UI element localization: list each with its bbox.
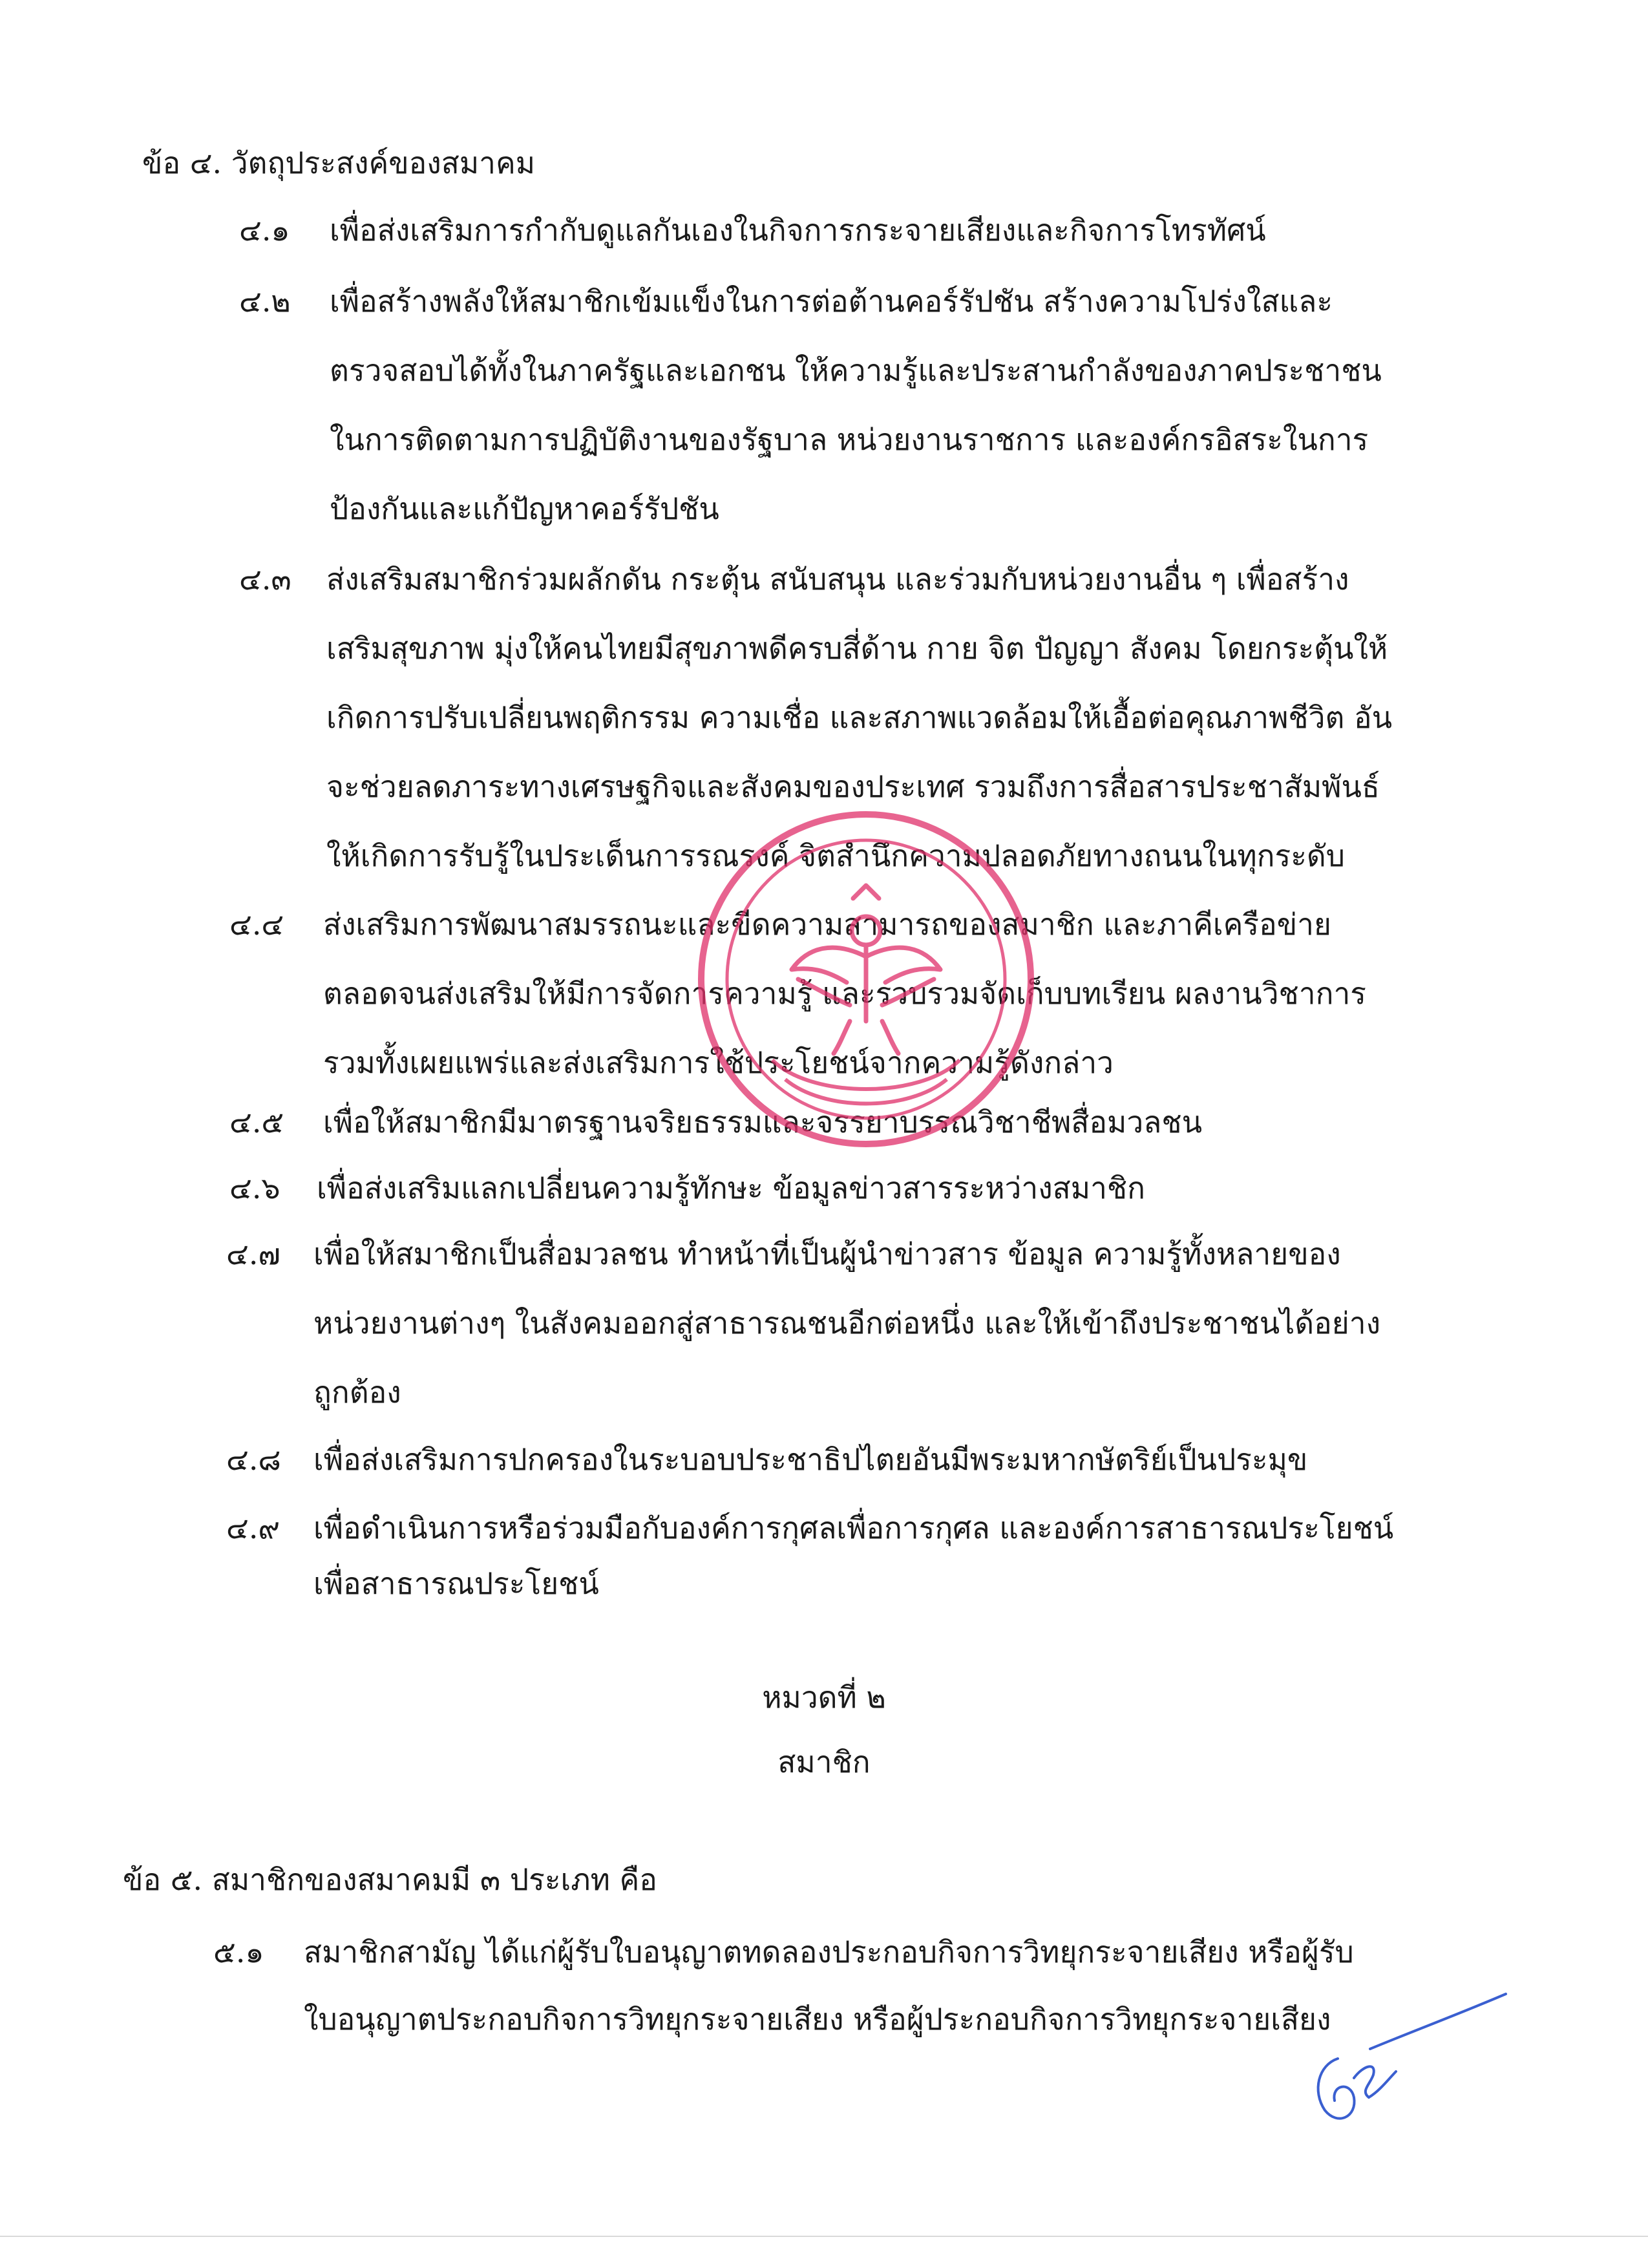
official-seal-stamp (695, 808, 1037, 1150)
page-edge-divider (0, 2236, 1648, 2237)
item-number: ๔.๘ (226, 1442, 281, 1477)
item-text: เพื่อให้สมาชิกเป็นสื่อมวลชน ทำหน้าที่เป็นผู้นำข่าวสาร ข้อมูล ความรู้ทั้งหลายของ (313, 1236, 1341, 1271)
item-text: เพื่อส่งเสริมการปกครองในระบอบประชาธิปไตยอันมีพระมหากษัตริย์เป็นประมุข (313, 1442, 1308, 1477)
item-number: ๔.๒ (239, 284, 291, 319)
item-text: เพื่อส่งเสริมการกำกับดูแลกันเองในกิจการกระจายเสียงและกิจการโทรทัศน์ (330, 213, 1266, 248)
item-text: ส่งเสริมสมาชิกร่วมผลักดัน กระตุ้น สนับสนุน และร่วมกับหน่วยงานอื่น ๆ เพื่อสร้าง (326, 562, 1349, 597)
item-number: ๔.๔ (229, 907, 284, 942)
item-number: ๔.๙ (226, 1510, 280, 1545)
item-text: รวมทั้งเผยแพร่และส่งเสริมการใช้ประโยชน์จากความรู้ดังกล่าว (323, 1045, 1114, 1080)
item-text: ตรวจสอบได้ทั้งในภาครัฐและเอกชน ให้ความรู้และประสานกำลังของภาคประชาชน (330, 353, 1382, 388)
item-number: ๔.๑ (239, 213, 290, 248)
item-text: ส่งเสริมการพัฒนาสมรรถนะและขีดความสามารถของสมาชิก และภาคีเครือข่าย (323, 907, 1331, 942)
item-text: หน่วยงานต่างๆ ในสังคมออกสู่สาธารณชนอีกต่อหนึ่ง และให้เข้าถึงประชาชนได้อย่าง (313, 1306, 1381, 1341)
item-text: เกิดการปรับเปลี่ยนพฤติกรรม ความเชื่อ และสภาพแวดล้อมให้เอื้อต่อคุณภาพชีวิต อัน (326, 700, 1393, 735)
signature (1293, 1987, 1512, 2136)
item-number: ๔.๗ (226, 1236, 281, 1271)
item-number: ๔.๖ (229, 1171, 280, 1205)
item-text: ป้องกันและแก้ปัญหาคอร์รัปชัน (330, 491, 719, 526)
item-text: เพื่อสาธารณประโยชน์ (313, 1566, 599, 1601)
item-text: เพื่อดำเนินการหรือร่วมมือกับองค์การกุศลเพื่อการกุศล และองค์การสาธารณประโยชน์ (313, 1510, 1394, 1545)
item-text: ให้เกิดการรับรู้ในประเด็นการรณรงค์ จิตสำนึกความปลอดภัยทางถนนในทุกระดับ (326, 838, 1345, 873)
item-number: ๔.๓ (239, 562, 291, 597)
item-text: เสริมสุขภาพ มุ่งให้คนไทยมีสุขภาพดีครบสี่ด้าน กาย จิต ปัญญา สังคม โดยกระตุ้นให้ (326, 631, 1388, 666)
item-number: ๕.๑ (213, 1934, 264, 1969)
article-4-heading: ข้อ ๔. วัตถุประสงค์ของสมาคม (142, 145, 536, 180)
item-number: ๔.๕ (229, 1105, 284, 1139)
item-text: เพื่อให้สมาชิกมีมาตรฐานจริยธรรมและจรรยาบรรณวิชาชีพสื่อมวลชน (323, 1105, 1203, 1139)
item-text: ถูกต้อง (313, 1375, 401, 1410)
item-text: ใบอนุญาตประกอบกิจการวิทยุกระจายเสียง หรือผู้ประกอบกิจการวิทยุกระจายเสียง (304, 2002, 1331, 2037)
item-text: เพื่อส่งเสริมแลกเปลี่ยนความรู้ทักษะ ข้อมูลข่าวสารระหว่างสมาชิก (317, 1171, 1145, 1205)
item-text: ในการติดตามการปฏิบัติงานของรัฐบาล หน่วยงานราชการ และองค์กรอิสระในการ (330, 422, 1369, 457)
article-5-heading: ข้อ ๕. สมาชิกของสมาคมมี ๓ ประเภท คือ (123, 1862, 657, 1897)
item-text: สมาชิกสามัญ ได้แก่ผู้รับใบอนุญาตทดลองประกอบกิจการวิทยุกระจายเสียง หรือผู้รับ (304, 1934, 1354, 1969)
chapter-title: หมวดที่ ๒ (762, 1680, 886, 1715)
chapter-subtitle: สมาชิก (777, 1744, 871, 1779)
item-text: เพื่อสร้างพลังให้สมาชิกเข้มแข็งในการต่อต้านคอร์รัปชัน สร้างความโปร่งใสและ (330, 284, 1333, 319)
item-text: จะช่วยลดภาระทางเศรษฐกิจและสังคมของประเทศ รวมถึงการสื่อสารประชาสัมพันธ์ (326, 769, 1380, 804)
item-text: ตลอดจนส่งเสริมให้มีการจัดการความรู้ และรวบรวมจัดเก็บบทเรียน ผลงานวิชาการ (323, 976, 1366, 1011)
